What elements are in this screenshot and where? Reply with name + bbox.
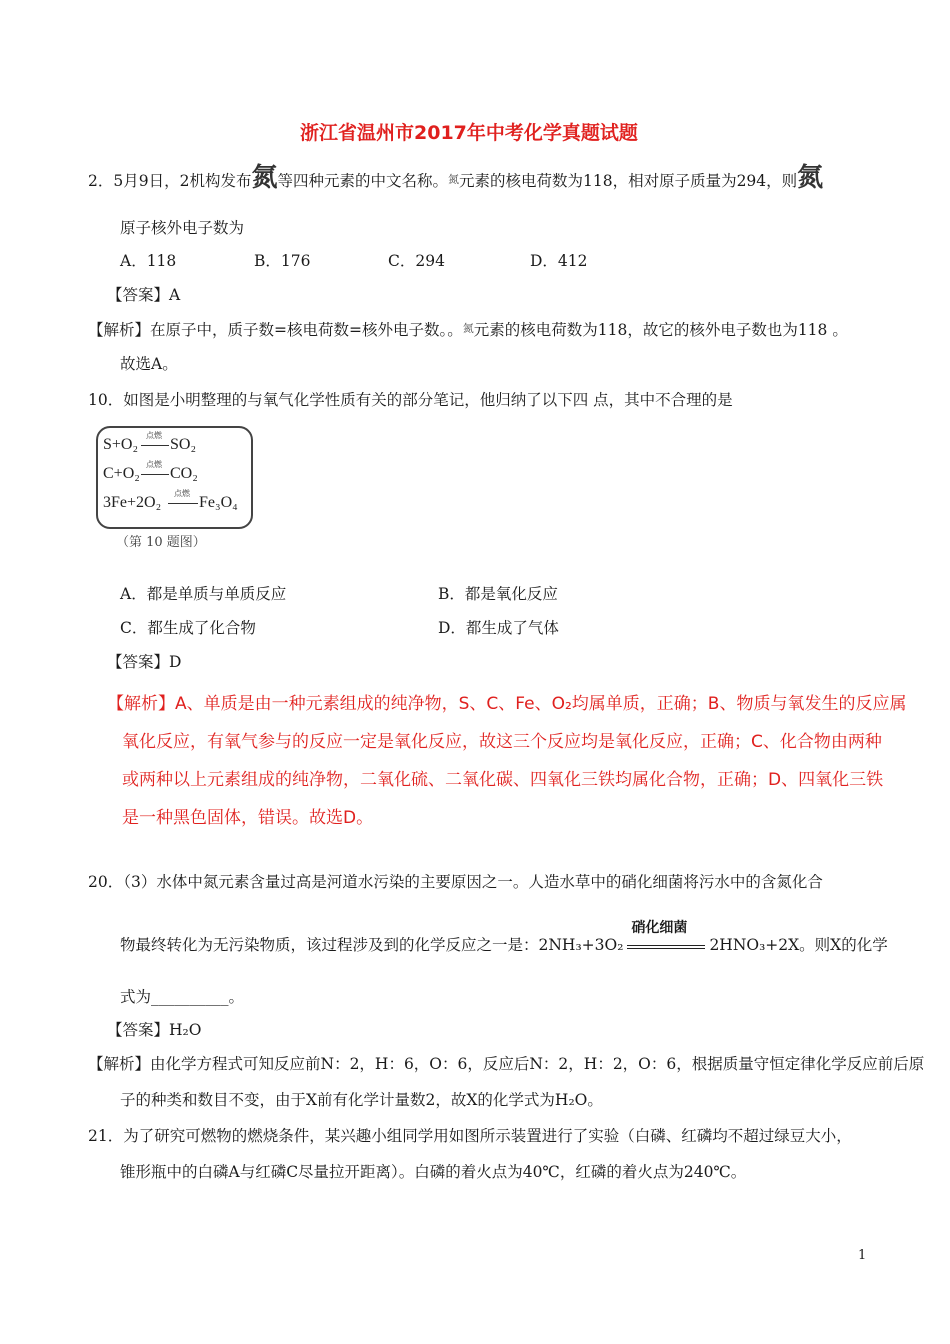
q2-stem-line2: 原子核外电子数为 — [120, 219, 245, 237]
q10-option-b: B．都是氧化反应 — [438, 585, 558, 603]
q10-figure-caption: （第 10 题图） — [116, 535, 206, 550]
q10-stem: 10．如图是小明整理的与氧气化学性质有关的部分笔记，他归纳了以下四 点，其中不合理的是 — [88, 391, 733, 409]
q10-option-a: A．都是单质与单质反应 — [120, 585, 287, 603]
element-og-glyph-small: 氮 — [447, 173, 459, 186]
eq2-arrow — [141, 474, 169, 475]
q10-analysis-line4: 是一种黑色固体，错误。故选D。 — [122, 808, 374, 828]
q10-analysis-line1: 【解析】A、单质是由一种元素组成的纯净物，S、C、Fe、O₂均属单质，正确；B、物质与氧发生的反应属 — [107, 694, 907, 714]
page-number: 1 — [858, 1248, 867, 1263]
element-og-glyph-small: 氮 — [462, 322, 474, 335]
q20-reaction-arrow — [623, 920, 709, 956]
q20-equation-right: 2HNO₃+2X。则X的化学 — [709, 936, 888, 954]
q2-text-c: 元素的核电荷数为118，相对原子质量为294，则 — [458, 172, 798, 190]
q2-analysis — [88, 319, 848, 340]
q2-stem-line1 — [88, 163, 824, 193]
q10-analysis-line2: 氧化反应，有氧气参与的反应一定是氧化反应，故这三个反应均是氧化反应，正确；C、化合物由两种 — [122, 732, 882, 752]
q20-stem-line1: 20．（3）水体中氮元素含量过高是河道水污染的主要原因之一。人造水草中的硝化细菌将污水中的含氮化合 — [88, 873, 823, 891]
eq1-arrow — [141, 445, 169, 446]
q2-option-c: C．294 — [388, 252, 445, 270]
page-title: 浙江省温州市2017年中考化学真题试题 — [300, 122, 638, 144]
q20-analysis-line1: 【解析】由化学方程式可知反应前N：2，H：6，O：6，反应后N：2，H：2，O：6，根据质量守恒定律化学反应前后原 — [88, 1055, 925, 1073]
q2-analysis-conclusion: 故选A。 — [120, 355, 178, 373]
q20-answer: 【答案】H₂O — [107, 1021, 202, 1039]
eq3-reactants: 3Fe+2O₂ — [103, 494, 162, 511]
q10-answer: 【答案】D — [107, 653, 182, 671]
q20-stem-line3: 式为__________。 — [120, 988, 245, 1006]
q20-equation-left: 物最终转化为无污染物质，该过程涉及到的化学反应之一是：2NH₃+3O₂ — [120, 936, 624, 954]
q2-option-b: B．176 — [254, 252, 311, 270]
eq3-arrow — [168, 503, 198, 504]
eq1-product: SO₂ — [170, 436, 197, 453]
element-og-glyph: 氮 — [797, 163, 824, 193]
q20-condition: 硝化细菌 — [631, 920, 688, 936]
q10-analysis-line3: 或两种以上元素组成的纯净物，二氧化硫、二氧化碳、四氧化三铁均属化合物，正确；D、四氧化三铁 — [122, 770, 884, 790]
eq1-reactants: S+O₂ — [103, 436, 139, 453]
eq2-condition: 点燃 — [146, 460, 162, 469]
q2-answer: 【答案】A — [107, 286, 181, 304]
q2-text-a: 2．5月9日，2机构发布 — [88, 172, 252, 190]
q2-analysis-b: 元素的核电荷数为118，故它的核外电子数也为118 。 — [473, 321, 848, 339]
q21-stem-line1: 21．为了研究可燃物的燃烧条件，某兴趣小组同学用如图所示装置进行了实验（白磷、红磷均不超过绿豆大小， — [88, 1127, 852, 1145]
q20-stem-line2 — [120, 920, 888, 956]
eq1-condition: 点燃 — [146, 431, 162, 440]
eq3-condition: 点燃 — [174, 489, 190, 498]
q2-option-d: D．412 — [530, 252, 588, 270]
q2-text-b: 等四种元素的中文名称。 — [277, 172, 448, 190]
eq2-reactants: C+O₂ — [103, 465, 140, 482]
element-og-glyph: 氮 — [251, 163, 278, 193]
q21-stem-line2: 锥形瓶中的白磷A与红磷C尽量拉开距离）。白磷的着火点为40℃，红磷的着火点为240℃。 — [120, 1163, 747, 1181]
q10-option-c: C．都生成了化合物 — [120, 619, 256, 637]
q20-analysis-line2: 子的种类和数目不变，由于X前有化学计量数2，故X的化学式为H₂O。 — [120, 1091, 603, 1109]
q2-analysis-a: 【解析】在原子中，质子数=核电荷数=核外电子数。。 — [88, 321, 463, 339]
q2-option-a: A．118 — [120, 252, 177, 270]
eq2-product: CO₂ — [170, 465, 198, 482]
q10-option-d: D．都生成了气体 — [438, 619, 559, 637]
eq3-product: Fe₃O₄ — [199, 494, 238, 511]
